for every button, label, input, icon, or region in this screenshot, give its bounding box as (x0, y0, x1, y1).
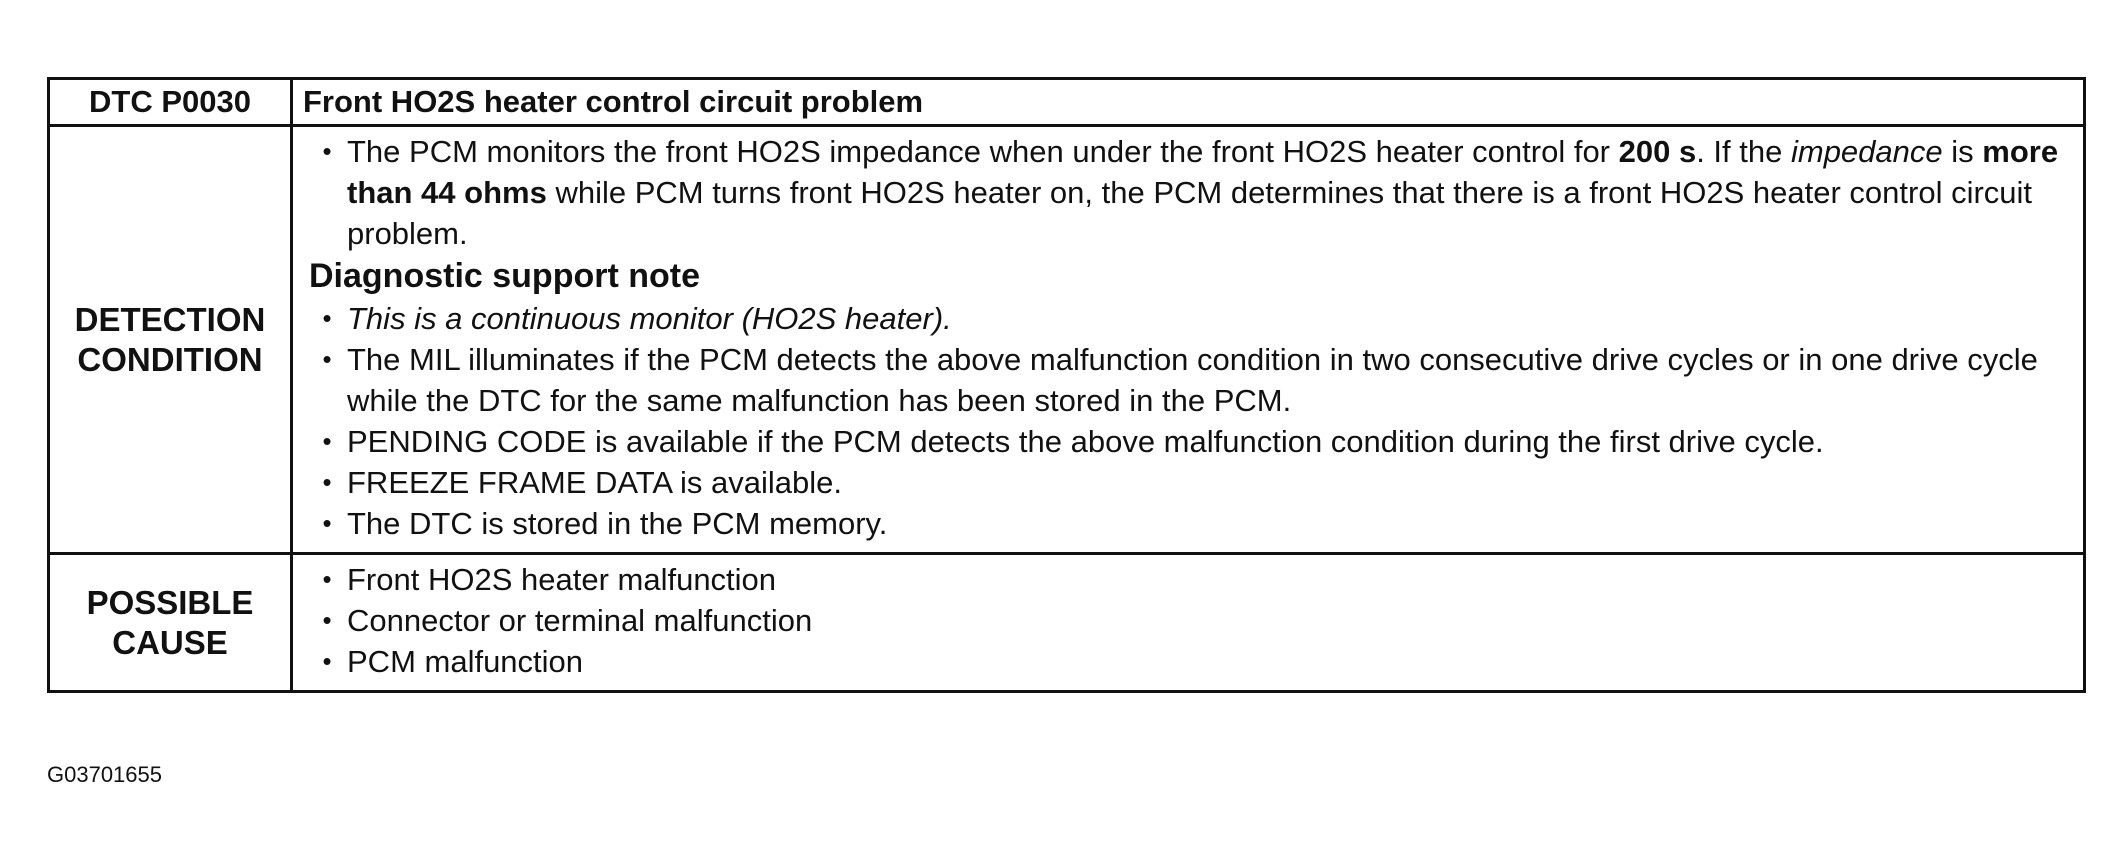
monitor-duration: 200 s (1618, 134, 1697, 169)
cause-item: Connector or terminal malfunction (347, 603, 813, 638)
impedance-threshold: more than 44 ohms (347, 134, 2059, 210)
monitor-text-part: . If the (1696, 134, 1791, 169)
list-item (307, 503, 2069, 544)
dtc-code: DTC P0030 (49, 79, 292, 126)
list-item (307, 600, 2069, 641)
list-item (307, 421, 2069, 462)
support-item: The MIL illuminates if the PCM detects the above malfunction condition in two consecutive drive cycles or in one drive cycle while the DTC for the same malfunction has been stored in the PCM. (347, 342, 2038, 418)
possible-cause-label-line2: CAUSE (112, 623, 228, 661)
bullet-icon: • (322, 605, 332, 635)
support-item: This is a continuous monitor (HO2S heater). (347, 301, 952, 336)
monitor-text-part: The PCM monitors the front HO2S impedance when under the front HO2S heater control for (347, 134, 1619, 169)
list-item (307, 131, 2069, 254)
detection-condition-row (49, 126, 2085, 554)
cause-item: Front HO2S heater malfunction (347, 562, 777, 597)
bullet-icon: • (322, 564, 332, 594)
bullet-icon: • (322, 508, 332, 538)
detection-condition-label (49, 126, 292, 554)
bullet-icon: • (322, 344, 332, 374)
monitor-text-italic: impedance (1790, 134, 1943, 169)
list-item (307, 339, 2069, 421)
list-item (307, 462, 2069, 503)
support-item: The DTC is stored in the PCM memory. (347, 506, 888, 541)
detection-label-line2: CONDITION (77, 340, 263, 378)
list-item (307, 641, 2069, 682)
figure-id: G03701655 (47, 762, 162, 787)
header-row (49, 79, 2085, 126)
bullet-icon: • (322, 646, 332, 676)
list-item (307, 298, 2069, 339)
possible-cause-label (49, 554, 292, 692)
support-note-heading: Diagnostic support note (309, 257, 700, 295)
support-item: FREEZE FRAME DATA is available. (347, 465, 842, 500)
dtc-table (47, 77, 2086, 693)
bullet-icon: • (322, 136, 332, 166)
list-item (307, 559, 2069, 600)
possible-cause-row (49, 554, 2085, 692)
detection-label-line1: DETECTION (74, 300, 266, 338)
support-item: PENDING CODE is available if the PCM detects the above malfunction condition during the first drive cycle. (347, 424, 1824, 459)
bullet-icon: • (322, 303, 332, 333)
dtc-title: Front HO2S heater control circuit problem (292, 79, 2085, 126)
possible-cause-content (292, 554, 2085, 692)
bullet-icon: • (322, 426, 332, 456)
cause-item: PCM malfunction (347, 644, 584, 679)
monitor-text-part: while PCM turns front HO2S heater on, the PCM determines that there is a front HO2S heater control circuit problem. (347, 175, 2033, 251)
bullet-icon: • (322, 467, 332, 497)
monitor-description (347, 131, 2069, 254)
possible-cause-label-line1: POSSIBLE (86, 583, 254, 621)
detection-condition-content (292, 126, 2085, 554)
monitor-text-part: is (1942, 134, 1983, 169)
